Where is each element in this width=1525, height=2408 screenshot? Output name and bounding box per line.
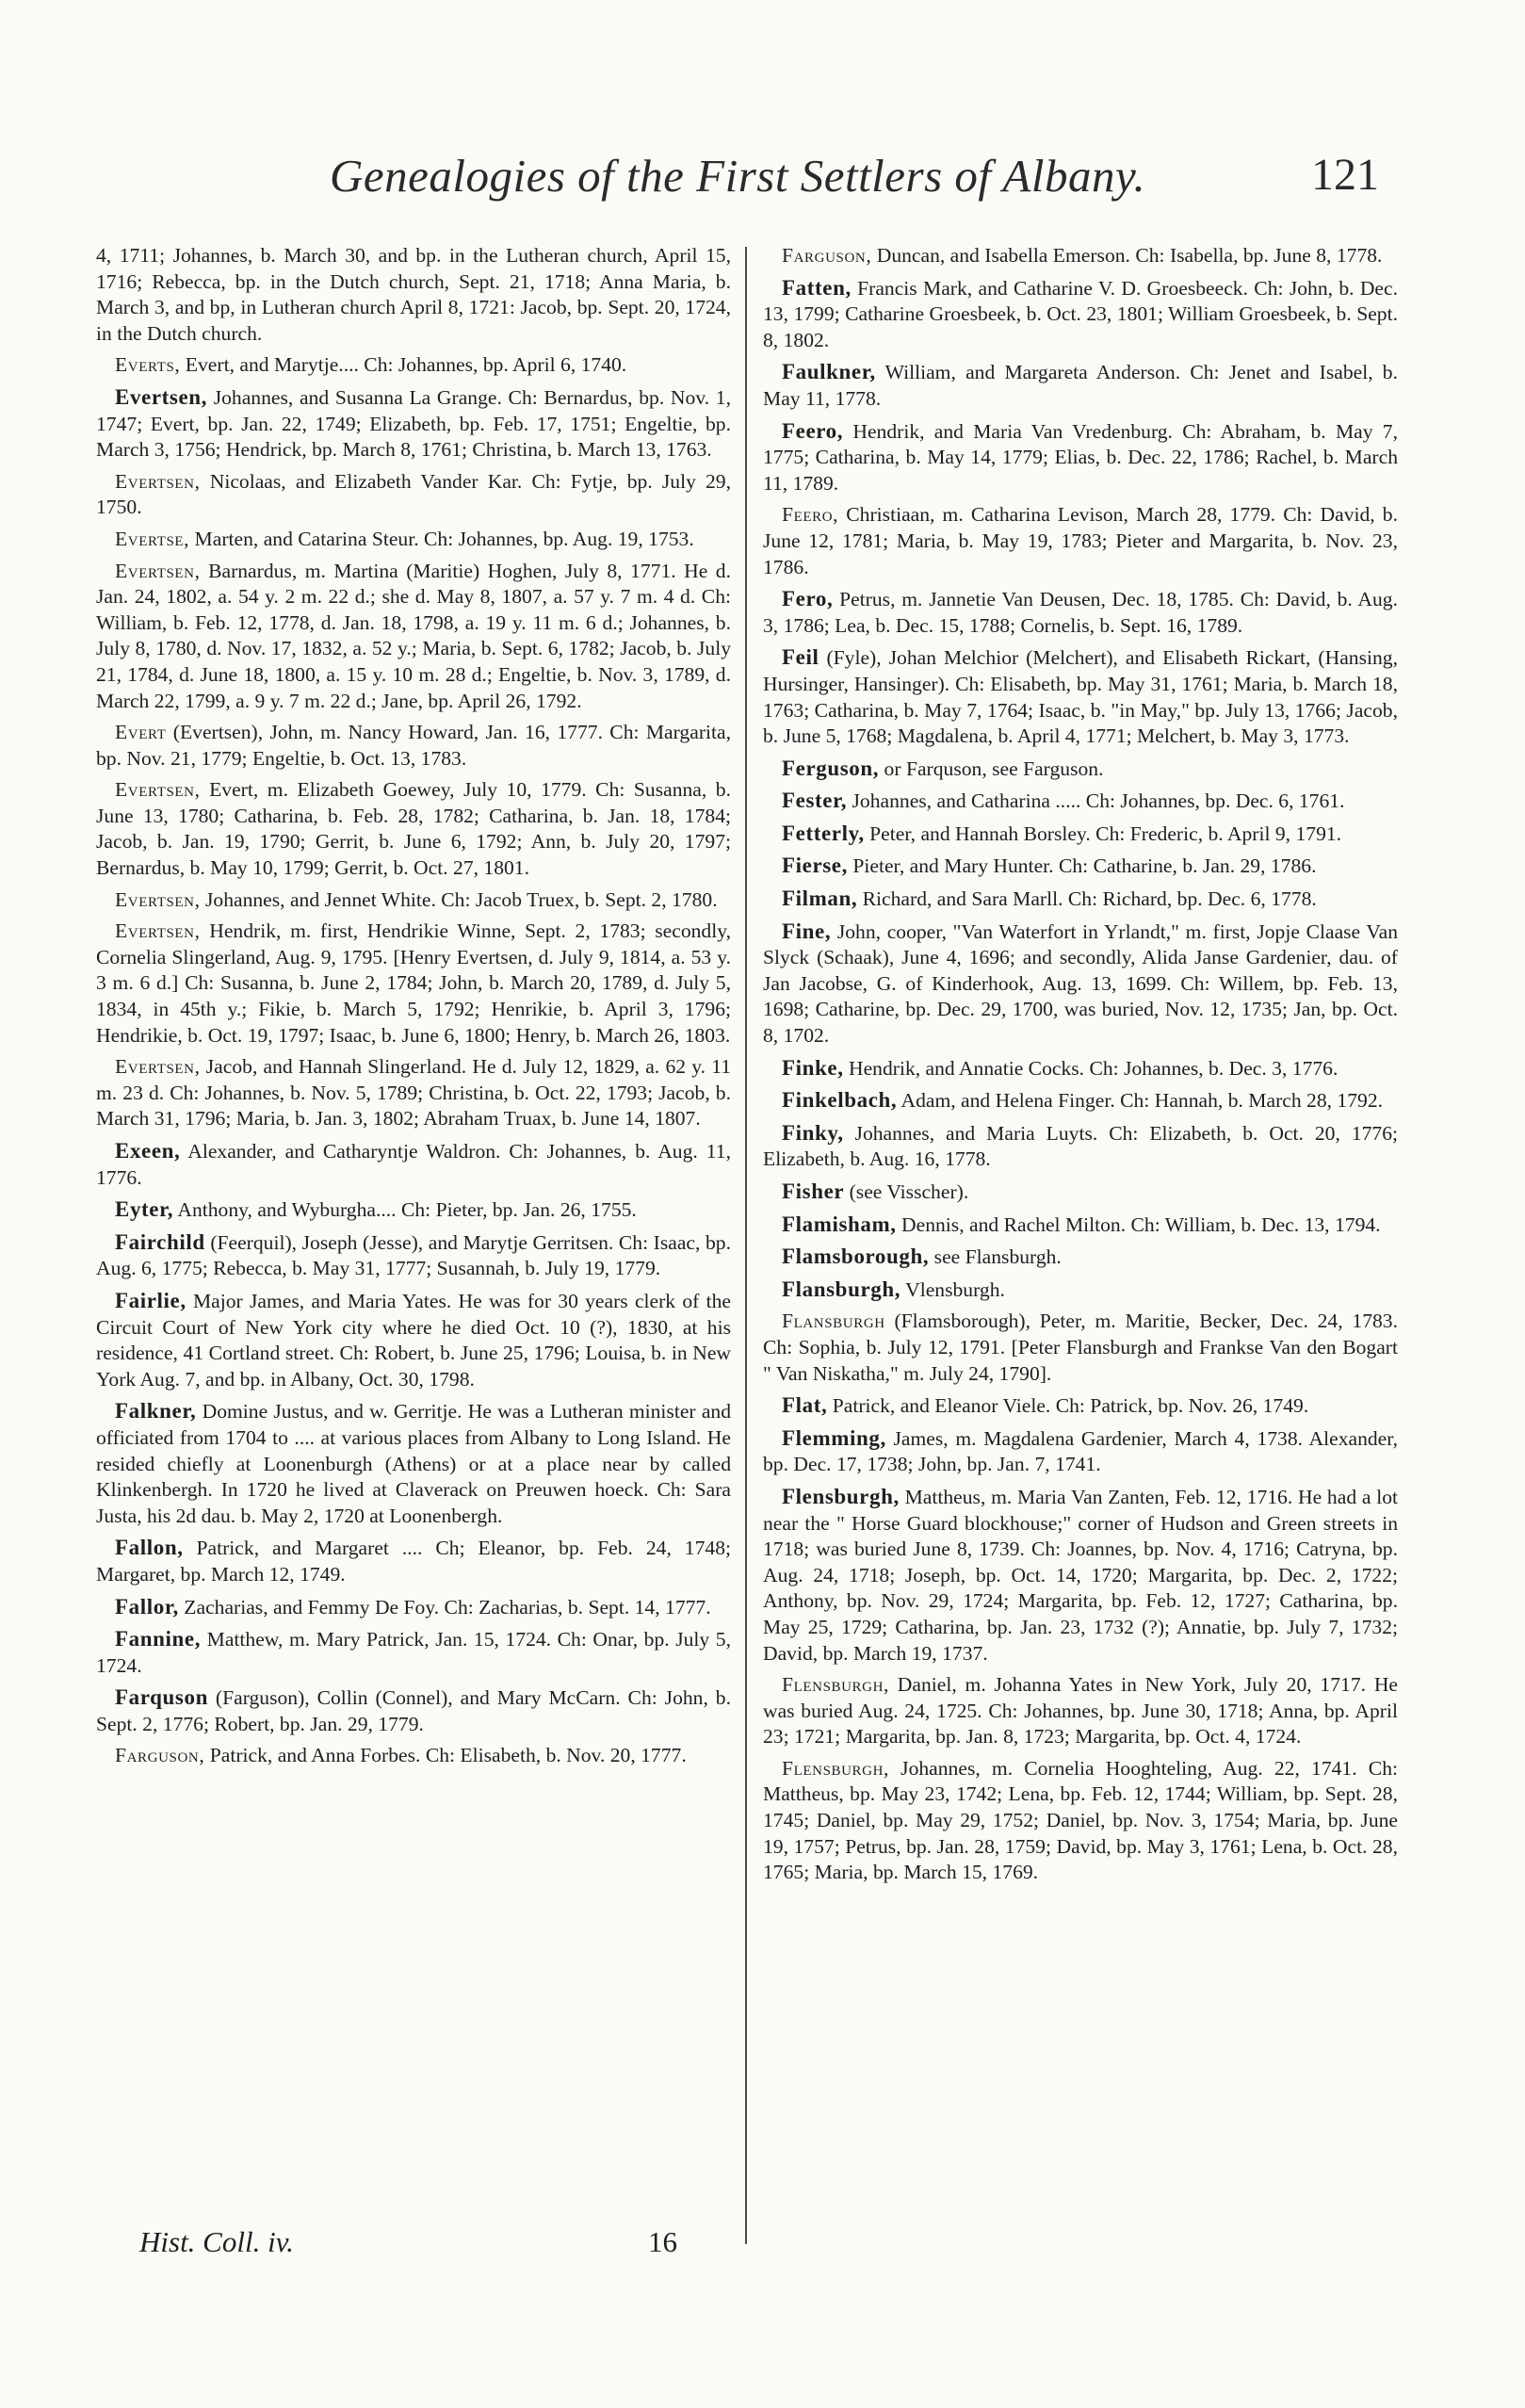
- entry-text: Hendrik, and Annatie Cocks. Ch: Johannes, b. Dec. 3, 1776.: [843, 1056, 1338, 1080]
- entry-text: (Fyle), Johan Melchior (Melchert), and Elisabeth Rickart, (Hansing, Hursinger, Hansinger). Ch: Elisabeth, bp. May 31, 1761; Maria, b. March 18, 1763; Catharina, b. May 7, 1764; Isaac, b. "in May," bp. July 13, 1766; Jacob, b. June 5, 1768; Magdalena, b. April 4, 1771; Melchert, b. May 3, 1773.: [763, 646, 1398, 748]
- entry-surname: Filman,: [782, 887, 858, 911]
- entry-text: Anthony, and Wyburgha.... Ch: Pieter, bp. Jan. 26, 1755.: [173, 1198, 637, 1222]
- genealogy-entry: [763, 756, 1398, 783]
- genealogy-entry: [763, 275, 1398, 354]
- entry-text: Major James, and Maria Yates. He was for 30 years clerk of the Circuit Court of New York city where he died Oct. 10 (?), 1830, at his residence, 41 Cortland street. Ch: Robert, b. June 25, 1796; Louisa, b. in New York Aug. 7, and bp. in Albany, Oct. 30, 1798.: [96, 1289, 731, 1391]
- genealogy-entry: [96, 1594, 731, 1621]
- genealogy-entry: [763, 502, 1398, 580]
- entry-text: (Feerquil), Joseph (Jesse), and Marytje Gerritsen. Ch: Isaac, bp. Aug. 6, 1775; Rebecca, b. May 31, 1777; Susannah, b. July 19, 1779.: [96, 1230, 731, 1280]
- entry-text: Richard, and Sara Marll. Ch: Richard, bp. Dec. 6, 1778.: [857, 887, 1317, 911]
- entry-text: Johannes, and Jennet White. Ch: Jacob Truex, b. Sept. 2, 1780.: [200, 887, 718, 911]
- entry-surname: Farquson: [115, 1685, 208, 1710]
- genealogy-entry: [96, 384, 731, 464]
- genealogy-entry: [96, 1229, 731, 1282]
- entry-surname: Flansburgh,: [782, 1277, 901, 1301]
- entry-text: Francis Mark, and Catharine V. D. Groesbeeck. Ch: John, b. Dec. 13, 1799; Catharine Groesbeek, b. Oct. 23, 1801; William Groesbeek, b. Sept. 8, 1802.: [763, 276, 1398, 351]
- genealogy-entry: [96, 352, 731, 379]
- genealogy-entry: [763, 1309, 1398, 1387]
- entry-surname: Farguson,: [782, 244, 872, 267]
- entry-surname: Evertsen,: [115, 1055, 201, 1079]
- genealogy-entry: [763, 1212, 1398, 1239]
- entry-text: Evert, m. Elizabeth Goewey, July 10, 1779. Ch: Susanna, b. June 13, 1780; Catharina, b. Feb. 28, 1782; Catharina, b. Jan. 18, 1784; Jacob, b. Jan. 19, 1790; Gerrit, b. June 6, 1792; Ann, b. July 20, 1797; Bernardus, b. May 10, 1799; Gerrit, b. Oct. 27, 1801.: [96, 778, 731, 880]
- genealogy-entry: [763, 1120, 1398, 1173]
- running-title: Genealogies of the First Settlers of Albany.: [330, 150, 1146, 202]
- entry-text: Christiaan, m. Catharina Levison, March 28, 1779. Ch: David, b. June 12, 1781; Maria, b. May 19, 1783; Pieter and Margarita, b. Nov. 23, 1786.: [763, 503, 1398, 578]
- entry-text: Patrick, and Margaret .... Ch; Eleanor, bp. Feb. 24, 1748; Margaret, bp. March 12, 1749.: [96, 1537, 731, 1586]
- entry-text: Matthew, m. Mary Patrick, Jan. 15, 1724. Ch: Onar, bp. July 5, 1724.: [96, 1628, 731, 1677]
- entry-surname: Everts,: [115, 353, 181, 377]
- entry-surname: Eyter,: [115, 1197, 174, 1222]
- entry-surname: Ferguson,: [782, 756, 880, 780]
- entry-text: Mattheus, m. Maria Van Zanten, Feb. 12, 1716. He had a lot near the " Horse Guard blockhouse;" corner of Hudson and Green streets in 1718; was buried June 8, 1739. Ch: Joannes, bp. Nov. 4, 1716; Catryna, bp. Aug. 24, 1718; Joseph, bp. Oct. 14, 1720; Margarita, bp. Dec. 2, 1722; Anthony, bp. Nov. 29, 1724; Margarita, bp. Feb. 12, 1727; Catharina, bp. May 25, 1729; Catharina, bp. Jan. 23, 1732 (?); Annatie, bp. July 7, 1732; David, bp. March 19, 1737.: [763, 1485, 1398, 1665]
- entry-surname: Evertse,: [115, 527, 190, 550]
- entry-surname: Fatten,: [782, 275, 852, 300]
- genealogy-entry: [96, 919, 731, 1049]
- genealogy-entry: [763, 919, 1398, 1049]
- genealogy-entry: [763, 586, 1398, 639]
- entry-surname: Fero,: [782, 587, 834, 611]
- entry-text: Domine Justus, and w. Gerritje. He was a Lutheran minister and officiated from 1704 to .... at various places from Albany to Long Island. He resided chiefly at Loonenburgh (Athens) or at a place near by called Klinkenbergh. In 1720 he lived at Claverack on Preuwen hoeck. Ch: Sara Justa, his 2d dau. b. May 2, 1720 at Loonenbergh.: [96, 1400, 731, 1527]
- genealogy-entry: [763, 1277, 1398, 1304]
- entry-surname: Fallon,: [115, 1536, 184, 1560]
- entry-surname: Flensburgh,: [782, 1673, 890, 1697]
- genealogy-entry: [96, 1684, 731, 1737]
- genealogy-entry: [763, 1392, 1398, 1420]
- page-number: 121: [1311, 150, 1379, 200]
- genealogy-entry: [96, 527, 731, 553]
- entry-surname: Falkner,: [115, 1399, 197, 1424]
- entry-surname: Fine,: [782, 919, 832, 943]
- genealogy-entry: [96, 1626, 731, 1679]
- entry-text: (see Visscher).: [844, 1180, 969, 1203]
- entry-text: Vlensburgh.: [900, 1277, 1005, 1301]
- entry-text: Peter, and Hannah Borsley. Ch: Frederic, b. April 9, 1791.: [864, 822, 1342, 845]
- genealogy-entry: [763, 886, 1398, 913]
- genealogy-entry: [763, 1425, 1398, 1478]
- entry-text: Zacharias, and Femmy De Foy. Ch: Zacharias, b. Sept. 14, 1777.: [178, 1595, 711, 1619]
- entry-surname: Farguson,: [115, 1744, 205, 1767]
- genealogy-entry: [96, 1138, 731, 1191]
- entry-text: Adam, and Helena Finger. Ch: Hannah, b. March 28, 1792.: [897, 1089, 1384, 1113]
- genealogy-entry: [763, 1484, 1398, 1667]
- entry-text: Marten, and Catarina Steur. Ch: Johannes, bp. Aug. 19, 1753.: [189, 527, 694, 550]
- entry-text: Johannes, and Maria Luyts. Ch: Elizabeth, b. Oct. 20, 1776; Elizabeth, b. Aug. 16, 1778.: [763, 1121, 1398, 1171]
- genealogy-entry: [96, 1535, 731, 1587]
- entry-text: Nicolaas, and Elizabeth Vander Kar. Ch: Fytje, bp. July 29, 1750.: [96, 469, 731, 519]
- entry-text: (Evertsen), John, m. Nancy Howard, Jan. 16, 1777. Ch: Margarita, bp. Nov. 21, 1779; Engeltie, b. Oct. 13, 1783.: [96, 721, 731, 770]
- entry-surname: Evertsen,: [115, 778, 201, 802]
- genealogy-entry: [763, 1055, 1398, 1082]
- entry-surname: Flemming,: [782, 1425, 886, 1450]
- entry-text: Johannes, m. Cornelia Hooghteling, Aug. 22, 1741. Ch: Mattheus, bp. May 23, 1742; Lena, bp. Feb. 12, 1744; William, bp. Sept. 28, 1745; Daniel, bp. May 29, 1752; Daniel, bp. Nov. 3, 1754; Maria, bp. June 19, 1757; Petrus, bp. Jan. 28, 1759; David, bp. May 3, 1761; Lena, b. Oct. 28, 1765; Maria, bp. March 15, 1769.: [763, 1756, 1398, 1884]
- entry-text: Barnardus, m. Martina (Maritie) Hoghen, July 8, 1771. He d. Jan. 24, 1802, a. 54 y. 2 m. 22 d.; she d. May 8, 1807, a. 57 y. 7 m. 4 d. Ch: William, b. Feb. 12, 1778, d. Jan. 18, 1798, a. 19 y. 11 m. 6 d.; Johannes, b. July 8, 1780, d. Nov. 17, 1832, a. 52 y.; Maria, b. Sept. 6, 1782; Jacob, b. July 21, 1784, d. June 18, 1800, a. 15 y. 10 m. 28 d.; Engeltie, b. Nov. 3, 1789, d. March 22, 1799, a. 9 y. 7 m. 22 d.; Jane, bp. April 26, 1792.: [96, 559, 731, 712]
- entry-text: James, m. Magdalena Gardenier, March 4, 1738. Alexander, bp. Dec. 17, 1738; John, bp. Jan. 7, 1741.: [763, 1426, 1398, 1476]
- entry-text: Hendrik, and Maria Van Vredenburg. Ch: Abraham, b. May 7, 1775; Catharina, b. May 14, 1779; Elias, b. Dec. 22, 1786; Rachel, b. March 11, 1789.: [763, 419, 1398, 495]
- entry-surname: Fairlie,: [115, 1288, 187, 1312]
- entry-surname: Evertsen,: [115, 469, 201, 493]
- entry-text: Alexander, and Catharyntje Waldron. Ch: Johannes, b. Aug. 11, 1776.: [96, 1140, 731, 1189]
- entry-surname: Fisher: [782, 1180, 845, 1203]
- entry-surname: Exeen,: [115, 1139, 181, 1163]
- entry-surname: Faulkner,: [782, 360, 876, 384]
- footer-collection: Hist. Coll. iv.: [139, 2225, 294, 2258]
- entry-surname: Evertsen,: [115, 384, 208, 409]
- entry-text: Evert, and Marytje.... Ch: Johannes, bp. April 6, 1740.: [180, 353, 627, 377]
- entry-text: Hendrik, m. first, Hendrikie Winne, Sept. 2, 1783; secondly, Cornelia Slingerland, Aug. 9, 1795. [Henry Evertsen, d. July 9, 1814, a. 53 y. 3 m. 6 d.] Ch: Susanna, b. June 2, 1784; John, b. March 20, 1789, d. July 5, 1834, in 45th y.; Fikie, b. March 5, 1792; Henrikie, b. April 3, 1796; Hendrikie, b. Oct. 19, 1797; Isaac, b. June 6, 1800; Henry, b. March 26, 1803.: [96, 919, 731, 1047]
- genealogy-entry: [763, 644, 1398, 749]
- entry-surname: Flansburgh: [782, 1310, 885, 1333]
- genealogy-entry: [763, 1244, 1398, 1271]
- genealogy-entry: [96, 777, 731, 881]
- entry-surname: Evertsen,: [115, 559, 201, 582]
- entry-text: or Farquson, see Farguson.: [879, 757, 1104, 780]
- entry-surname: Fannine,: [115, 1627, 202, 1651]
- genealogy-entry: [763, 1087, 1398, 1115]
- genealogy-entry: [96, 1054, 731, 1132]
- genealogy-entry: [96, 1398, 731, 1529]
- entry-surname: Finky,: [782, 1120, 844, 1145]
- entry-surname: Fallor,: [115, 1594, 179, 1619]
- entry-surname: Flensburgh,: [782, 1484, 900, 1508]
- genealogy-entry: [763, 359, 1398, 412]
- entry-surname: Feil: [782, 645, 819, 670]
- entry-surname: Fester,: [782, 789, 848, 813]
- genealogy-entry: [96, 1743, 731, 1769]
- genealogy-entry: [763, 1672, 1398, 1750]
- left-column: [96, 243, 731, 1775]
- entry-surname: Fairchild: [115, 1229, 205, 1254]
- entry-text: Pieter, and Mary Hunter. Ch: Catharine, b. Jan. 29, 1786.: [847, 854, 1317, 878]
- genealogy-entry: [96, 1196, 731, 1224]
- right-column: [763, 243, 1398, 1892]
- entry-text: Johannes, and Susanna La Grange. Ch: Bernardus, bp. Nov. 1, 1747; Evert, bp. Jan. 22, 1749; Elizabeth, bp. Feb. 17, 1751; Engeltie, bp. March 3, 1756; Hendrick, bp. March 8, 1761; Christina, b. March 13, 1763.: [96, 385, 731, 462]
- entry-text: Johannes, and Catharina ..... Ch: Johannes, bp. Dec. 6, 1761.: [847, 789, 1345, 813]
- genealogy-entry: [763, 418, 1398, 497]
- entry-text: (Farguson), Collin (Connel), and Mary McCarn. Ch: John, b. Sept. 2, 1776; Robert, bp. Jan. 29, 1779.: [96, 1686, 731, 1735]
- entry-surname: Evertsen,: [115, 887, 201, 911]
- genealogy-entry: [96, 469, 731, 521]
- entry-surname: Flamsborough,: [782, 1245, 930, 1269]
- entry-surname: Flat,: [782, 1393, 828, 1418]
- genealogy-entry: [96, 720, 731, 772]
- genealogy-entry: [96, 887, 731, 914]
- entry-surname: Flamisham,: [782, 1212, 897, 1236]
- entry-surname: Feero,: [782, 503, 839, 527]
- entry-surname: Evert: [115, 721, 167, 744]
- genealogy-entry: [763, 1179, 1398, 1206]
- genealogy-entry: [96, 559, 731, 715]
- entry-text: Patrick, and Anna Forbes. Ch: Elisabeth, b. Nov. 20, 1777.: [204, 1744, 687, 1767]
- page-footer: [0, 2225, 1525, 2263]
- entry-text: John, cooper, "Van Waterfort in Yrlandt," m. first, Jopje Claase Van Slyck (Schaak), June 4, 1696; and secondly, Alida Janse Gardenier, dau. of Jan Jacobse, G. of Kinderhook, Aug. 13, 1699. Ch: Willem, bp. Feb. 13, 1698; Catharine, bp. Dec. 29, 1700, was buried, Nov. 12, 1735; Jan, bp. Oct. 8, 1702.: [763, 919, 1398, 1048]
- entry-surname: Evertsen,: [115, 919, 201, 943]
- entry-surname: Finkelbach,: [782, 1088, 898, 1113]
- entry-surname: Finke,: [782, 1055, 844, 1080]
- entry-surname: Flensburgh,: [782, 1756, 890, 1780]
- page-header: [0, 149, 1525, 215]
- entry-text: 4, 1711; Johannes, b. March 30, and bp. in the Lutheran church, April 15, 1716; Rebecca, bp. in the Dutch church, Sept. 21, 1718; Anna Maria, b. March 3, and bp, in Lutheran church April 8, 1721: Jacob, bp. Sept. 20, 1724, in the Dutch church.: [96, 244, 731, 345]
- entry-text: Daniel, m. Johanna Yates in New York, July 20, 1717. He was buried Aug. 24, 1725. Ch: Johannes, bp. June 30, 1718; Anna, bp. April 23; 1721; Margarita, bp. Jan. 8, 1723; Margarita, bp. Oct. 4, 1724.: [763, 1673, 1398, 1749]
- entry-text: (Flamsborough), Peter, m. Maritie, Becker, Dec. 24, 1783. Ch: Sophia, b. July 12, 1791. [Peter Flansburgh and Frankse Van den Bogart " Van Niskatha," m. July 24, 1790].: [763, 1310, 1398, 1385]
- entry-text: Petrus, m. Jannetie Van Deusen, Dec. 18, 1785. Ch: David, b. Aug. 3, 1786; Lea, b. Dec. 15, 1788; Cornelis, b. Sept. 16, 1789.: [763, 588, 1398, 637]
- genealogy-entry: [763, 821, 1398, 848]
- entry-surname: Fierse,: [782, 854, 848, 878]
- genealogy-entry: [96, 1288, 731, 1392]
- genealogy-entry: [763, 243, 1398, 269]
- entry-text: Patrick, and Eleanor Viele. Ch: Patrick, bp. Nov. 26, 1749.: [827, 1394, 1309, 1418]
- column-divider: [745, 247, 747, 2244]
- entry-surname: Fetterly,: [782, 821, 865, 845]
- entry-text: Jacob, and Hannah Slingerland. He d. July 12, 1829, a. 62 y. 11 m. 23 d. Ch: Johannes, b. Nov. 5, 1789; Christina, b. Oct. 22, 1793; Jacob, b. March 31, 1796; Maria, b. Jan. 3, 1802; Abraham Truax, b. June 14, 1807.: [96, 1055, 731, 1131]
- entry-text: William, and Margareta Anderson. Ch: Jenet and Isabel, b. May 11, 1778.: [763, 361, 1398, 410]
- entry-text: Duncan, and Isabella Emerson. Ch: Isabella, bp. June 8, 1778.: [871, 244, 1383, 267]
- genealogy-entry: [763, 1756, 1398, 1886]
- entry-surname: Feero,: [782, 418, 844, 443]
- genealogy-entry: [763, 788, 1398, 815]
- signature-mark: 16: [648, 2225, 677, 2258]
- entry-text: see Flansburgh.: [929, 1245, 1062, 1269]
- genealogy-entry: [96, 243, 731, 347]
- entry-text: Dennis, and Rachel Milton. Ch: William, b. Dec. 13, 1794.: [896, 1212, 1381, 1236]
- genealogy-entry: [763, 853, 1398, 880]
